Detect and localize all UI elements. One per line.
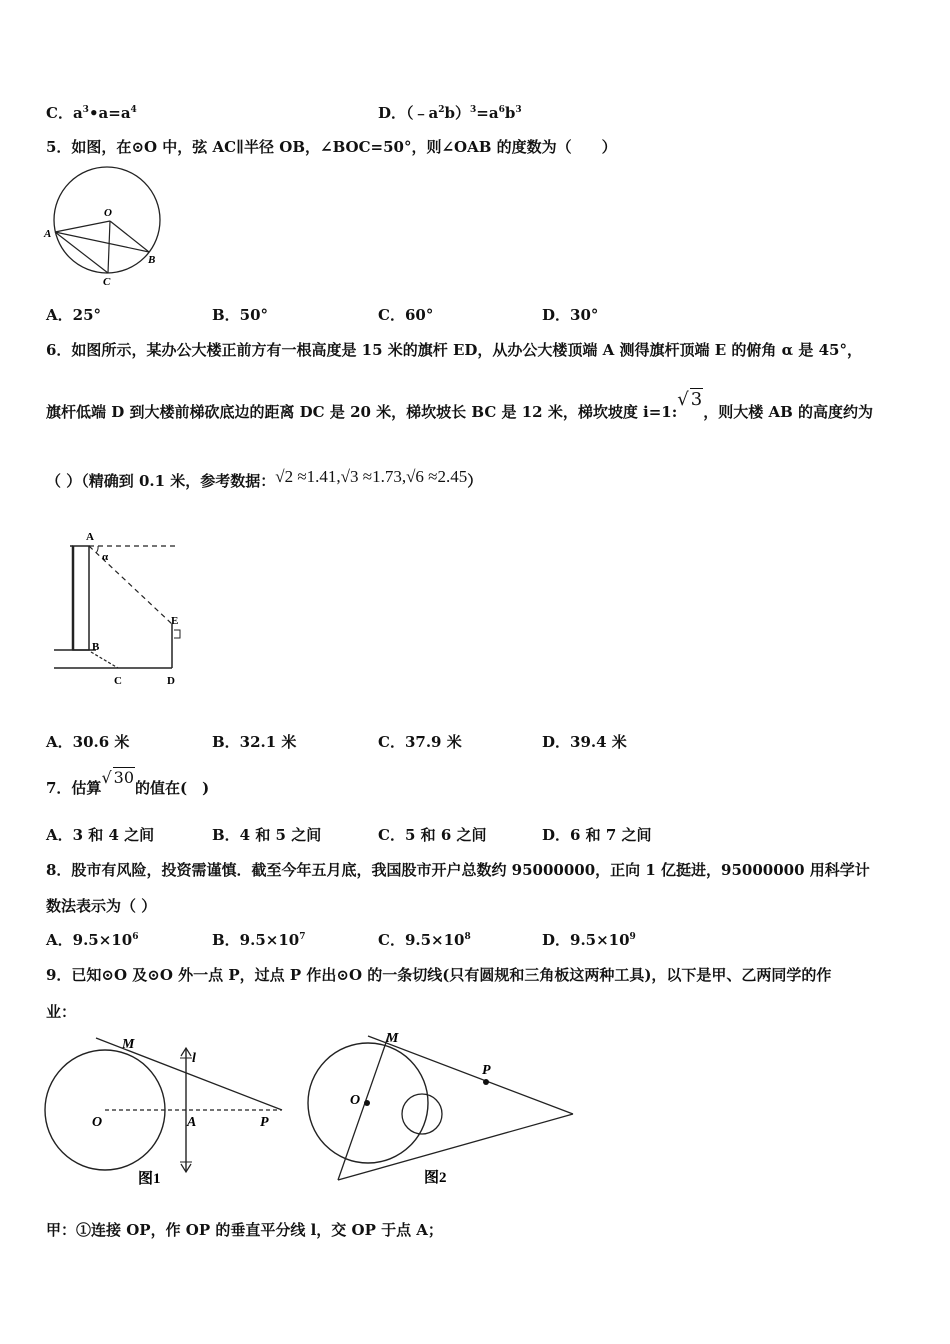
q6-option-c: C．37.9 米	[378, 733, 462, 751]
fig2-caption: 图2	[424, 1170, 447, 1186]
q5-label-c: C	[103, 276, 111, 288]
q6-flag	[174, 630, 180, 638]
q8-line2: 数法表示为（ ）	[46, 897, 157, 915]
q5-segment-oc	[108, 221, 110, 273]
q6-label-e: E	[171, 615, 179, 627]
q5-option-d: D．30°	[542, 306, 599, 324]
q5-segment-ao	[55, 221, 110, 232]
fig2-label-p: P	[482, 1063, 491, 1078]
q8-option-c: C．$9.5\times 10^8$	[378, 931, 471, 949]
q9-jia: 甲：①连接 OP，作 OP 的垂直平分线 l，交 OP 于点 A；	[46, 1221, 443, 1239]
q6-building	[73, 546, 89, 650]
fig1-label-p: P	[260, 1115, 269, 1130]
q6-option-b: B．32.1 米	[212, 733, 297, 751]
fig2-label-o: O	[350, 1093, 361, 1108]
fig1-label-l: l	[192, 1051, 196, 1066]
q8-option-b: B．$9.5\times 10^7$	[212, 931, 306, 949]
q5-label-o: O	[104, 207, 112, 219]
q6-slope-bc	[91, 652, 118, 668]
q5-option-c: C．60°	[378, 306, 434, 324]
q5-segment-ab	[55, 232, 149, 252]
q6-label-c: C	[114, 675, 122, 687]
q9-line1: 9．已知⊙O 及⊙O 外一点 P，过点 P 作出⊙O 的一条切线(只有圆规和三角板这两种工具)，以下是甲、乙两同学的作	[46, 966, 832, 984]
q6-option-a: A．30.6 米	[46, 733, 130, 751]
q5-circle	[54, 167, 160, 273]
q5-label-a: A	[44, 228, 52, 240]
q8-line1: 8．股市有风险，投资需谨慎．截至今年五月底，我国股市开户总数约 95000000，正向 1 亿挺进，95000000 用科学计	[46, 861, 870, 879]
q7-option-d: D．6 和 7 之间	[542, 826, 652, 844]
fig1-label-a: A	[187, 1115, 197, 1130]
q6-label-b: B	[92, 641, 100, 653]
q4-option-c: C．$a^3•a=a^4$	[46, 104, 137, 122]
q8-option-a: A．$9.5\times 10^6$	[46, 931, 139, 949]
q6-line2: 旗杆低端 D 到大楼前梯砍底边的距离 DC 是 20 米，梯坎坡长 BC 是 12 米，梯坎坡度 i=1:√ 3，则大楼 AB 的高度约为	[46, 389, 873, 421]
fig2-label-m: M	[386, 1031, 399, 1046]
fig2-tangent-upper	[368, 1036, 573, 1114]
q6-label-a: A	[86, 531, 94, 543]
q9-figure2	[300, 1026, 590, 1190]
fig2-point-p	[483, 1079, 489, 1085]
fig2-diameter	[338, 1034, 389, 1180]
q7-option-c: C．5 和 6 之间	[378, 826, 487, 844]
fig1-label-m: M	[122, 1037, 135, 1052]
q5-option-b: B．50°	[212, 306, 269, 324]
q6-label-alpha: α	[102, 551, 109, 563]
q6-line1: 6．如图所示，某办公大楼正前方有一根高度是 15 米的旗杆 ED，从办公大楼顶端 A 测得旗杆顶端 E 的俯角 α 是 45°，	[46, 341, 862, 359]
q7-option-a: A．3 和 4 之间	[46, 826, 155, 844]
q7-stem: 7．估算√ 30的值在( )	[46, 768, 210, 797]
q4-option-d: D．$(﹣a^2b)^3=a^6b^3$	[378, 104, 522, 122]
q8-option-d: D．$9.5\times 10^9$	[542, 931, 636, 949]
fig1-caption: 图1	[138, 1171, 161, 1187]
q6-label-d: D	[167, 675, 175, 687]
q5-figure	[40, 162, 170, 290]
q6-option-d: D．39.4 米	[542, 733, 627, 751]
q7-option-b: B．4 和 5 之间	[212, 826, 322, 844]
q5-option-a: A．25°	[46, 306, 102, 324]
q5-stem: 5．如图，在⊙O 中，弦 AC∥半径 OB，∠BOC=50°，则∠OAB 的度数为（ ）	[46, 138, 617, 156]
q6-figure	[48, 526, 198, 690]
q5-label-b: B	[148, 254, 156, 266]
fig1-label-o: O	[92, 1115, 103, 1130]
q9-line2: 业：	[46, 1003, 77, 1021]
fig2-tangent-lower	[338, 1114, 573, 1180]
fig2-point-o	[364, 1100, 370, 1106]
q6-line3: （ ）（精确到 0.1 米，参考数据：√2 ≈1.41,√3 ≈1.73,√6 ≈2.45）	[46, 467, 483, 490]
q9-figure1	[40, 1026, 290, 1190]
